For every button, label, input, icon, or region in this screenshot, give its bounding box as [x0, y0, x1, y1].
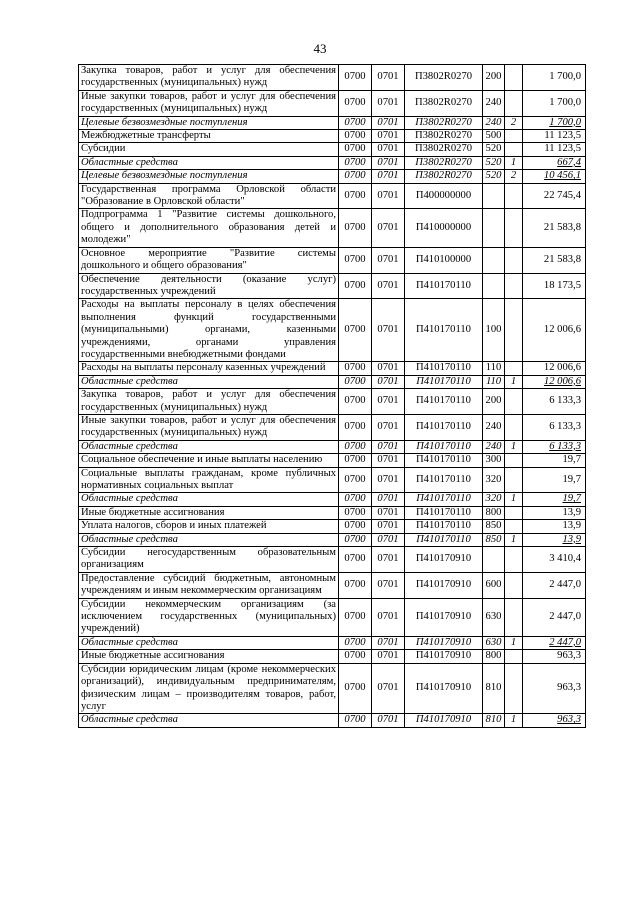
- table-row: [79, 440, 586, 453]
- row-amount: 963,3: [523, 714, 586, 727]
- additional-code: 2: [505, 170, 523, 183]
- section-code: 0700: [339, 547, 372, 573]
- subsection-code: 0701: [372, 493, 405, 506]
- target-article-code: П410170910: [405, 572, 483, 598]
- additional-code: [505, 90, 523, 116]
- section-code: 0700: [339, 130, 372, 143]
- row-amount: 1 700,0: [523, 116, 586, 129]
- subsection-code: 0701: [372, 663, 405, 714]
- table-row: [79, 714, 586, 727]
- section-code: 0700: [339, 247, 372, 273]
- additional-code: [505, 362, 523, 375]
- row-name: Социальное обеспечение и иные выплаты населению: [79, 454, 339, 467]
- page-number: 43: [313, 41, 327, 56]
- budget-table: [78, 64, 586, 728]
- row-name: Государственная программа Орловской области "Образование в Орловской области": [79, 183, 339, 209]
- target-article-code: П410170110: [405, 362, 483, 375]
- row-amount: 21 583,8: [523, 209, 586, 247]
- row-amount: 2 447,0: [523, 572, 586, 598]
- row-name: Иные закупки товаров, работ и услуг для обеспечения государственных (муниципальных) нужд: [79, 414, 339, 440]
- subsection-code: 0701: [372, 572, 405, 598]
- section-code: 0700: [339, 572, 372, 598]
- row-name: Целевые безвозмездные поступления: [79, 170, 339, 183]
- section-code: 0700: [339, 209, 372, 247]
- table-row: [79, 130, 586, 143]
- row-name: Уплата налогов, сборов и иных платежей: [79, 520, 339, 533]
- row-name: Субсидии: [79, 143, 339, 156]
- expense-type-code: 630: [483, 636, 505, 649]
- target-article-code: П410170910: [405, 598, 483, 636]
- additional-code: 1: [505, 156, 523, 169]
- row-name: Закупка товаров, работ и услуг для обеспечения государственных (муниципальных) нужд: [79, 389, 339, 415]
- additional-code: [505, 247, 523, 273]
- row-amount: 12 006,6: [523, 375, 586, 388]
- target-article-code: П410170910: [405, 663, 483, 714]
- row-name: Подпрограмма 1 "Развитие системы дошкольного, общего и дополнительного образования детей и молодежи": [79, 209, 339, 247]
- expense-type-code: 800: [483, 650, 505, 663]
- additional-code: [505, 414, 523, 440]
- additional-code: [505, 663, 523, 714]
- expense-type-code: 320: [483, 493, 505, 506]
- expense-type-code: 810: [483, 714, 505, 727]
- additional-code: [505, 520, 523, 533]
- expense-type-code: 520: [483, 170, 505, 183]
- target-article-code: П410170910: [405, 714, 483, 727]
- row-amount: 6 133,3: [523, 414, 586, 440]
- row-amount: 667,4: [523, 156, 586, 169]
- table-row: [79, 454, 586, 467]
- additional-code: [505, 273, 523, 299]
- target-article-code: П410170110: [405, 467, 483, 493]
- row-name: Предоставление субсидий бюджетным, автономным учреждениям и иным некоммерческим организациям: [79, 572, 339, 598]
- section-code: 0700: [339, 90, 372, 116]
- table-row: [79, 209, 586, 247]
- target-article-code: П410170110: [405, 389, 483, 415]
- expense-type-code: 600: [483, 572, 505, 598]
- row-amount: 19,7: [523, 454, 586, 467]
- subsection-code: 0701: [372, 467, 405, 493]
- row-amount: 3 410,4: [523, 547, 586, 573]
- row-amount: 13,9: [523, 506, 586, 519]
- row-amount: 2 447,0: [523, 636, 586, 649]
- target-article-code: П3802R0270: [405, 130, 483, 143]
- expense-type-code: 100: [483, 299, 505, 362]
- section-code: 0700: [339, 375, 372, 388]
- target-article-code: П3802R0270: [405, 143, 483, 156]
- table-row: [79, 247, 586, 273]
- row-amount: 11 123,5: [523, 130, 586, 143]
- target-article-code: П410000000: [405, 209, 483, 247]
- section-code: 0700: [339, 65, 372, 91]
- expense-type-code: 240: [483, 440, 505, 453]
- section-code: 0700: [339, 714, 372, 727]
- target-article-code: П410170910: [405, 650, 483, 663]
- additional-code: [505, 650, 523, 663]
- section-code: 0700: [339, 493, 372, 506]
- section-code: 0700: [339, 454, 372, 467]
- target-article-code: П410170110: [405, 533, 483, 546]
- target-article-code: П3802R0270: [405, 90, 483, 116]
- row-amount: 10 456,1: [523, 170, 586, 183]
- section-code: 0700: [339, 414, 372, 440]
- target-article-code: П3802R0270: [405, 116, 483, 129]
- table-row: [79, 572, 586, 598]
- section-code: 0700: [339, 143, 372, 156]
- subsection-code: 0701: [372, 506, 405, 519]
- expense-type-code: [483, 183, 505, 209]
- row-amount: 13,9: [523, 520, 586, 533]
- expense-type-code: 300: [483, 454, 505, 467]
- expense-type-code: [483, 273, 505, 299]
- additional-code: 1: [505, 440, 523, 453]
- table-row: [79, 299, 586, 362]
- table-row: [79, 375, 586, 388]
- subsection-code: 0701: [372, 650, 405, 663]
- additional-code: 1: [505, 493, 523, 506]
- row-amount: 6 133,3: [523, 389, 586, 415]
- row-name: Иные закупки товаров, работ и услуг для обеспечения государственных (муниципальных) нужд: [79, 90, 339, 116]
- row-name: Расходы на выплаты персоналу в целях обеспечения выполнения функций государственными (муниципальными) органами, казенными учреждениями, органами управления государственными внебюджетными фондами: [79, 299, 339, 362]
- section-code: 0700: [339, 116, 372, 129]
- additional-code: [505, 547, 523, 573]
- row-name: Областные средства: [79, 714, 339, 727]
- section-code: 0700: [339, 183, 372, 209]
- row-amount: 19,7: [523, 467, 586, 493]
- table-row: [79, 520, 586, 533]
- expense-type-code: 240: [483, 90, 505, 116]
- row-name: Целевые безвозмездные поступления: [79, 116, 339, 129]
- row-name: Обеспечение деятельности (оказание услуг) государственных учреждений: [79, 273, 339, 299]
- target-article-code: П410170110: [405, 375, 483, 388]
- additional-code: 1: [505, 636, 523, 649]
- subsection-code: 0701: [372, 547, 405, 573]
- additional-code: 1: [505, 533, 523, 546]
- target-article-code: П410170110: [405, 414, 483, 440]
- target-article-code: П410170910: [405, 636, 483, 649]
- section-code: 0700: [339, 156, 372, 169]
- expense-type-code: 320: [483, 467, 505, 493]
- target-article-code: П410170910: [405, 547, 483, 573]
- subsection-code: 0701: [372, 440, 405, 453]
- expense-type-code: 110: [483, 375, 505, 388]
- subsection-code: 0701: [372, 90, 405, 116]
- row-name: Субсидии юридическим лицам (кроме некоммерческих организаций), индивидуальным предпринимателям, физическим лицам – производителям товаров, работ, услуг: [79, 663, 339, 714]
- expense-type-code: 200: [483, 65, 505, 91]
- subsection-code: 0701: [372, 170, 405, 183]
- row-name: Расходы на выплаты персоналу казенных учреждений: [79, 362, 339, 375]
- expense-type-code: 800: [483, 506, 505, 519]
- row-amount: 1 700,0: [523, 90, 586, 116]
- additional-code: [505, 389, 523, 415]
- row-amount: 6 133,3: [523, 440, 586, 453]
- row-name: Основное мероприятие "Развитие системы дошкольного и общего образования": [79, 247, 339, 273]
- row-amount: 963,3: [523, 663, 586, 714]
- table-row: [79, 183, 586, 209]
- additional-code: 1: [505, 714, 523, 727]
- expense-type-code: 520: [483, 156, 505, 169]
- section-code: 0700: [339, 636, 372, 649]
- section-code: 0700: [339, 389, 372, 415]
- table-row: [79, 506, 586, 519]
- subsection-code: 0701: [372, 116, 405, 129]
- row-amount: 963,3: [523, 650, 586, 663]
- expense-type-code: 110: [483, 362, 505, 375]
- subsection-code: 0701: [372, 389, 405, 415]
- row-name: Социальные выплаты гражданам, кроме публичных нормативных социальных выплат: [79, 467, 339, 493]
- row-amount: 13,9: [523, 533, 586, 546]
- additional-code: [505, 209, 523, 247]
- table-row: [79, 143, 586, 156]
- expense-type-code: [483, 209, 505, 247]
- table-row: [79, 389, 586, 415]
- expense-type-code: [483, 247, 505, 273]
- additional-code: [505, 299, 523, 362]
- expense-type-code: 810: [483, 663, 505, 714]
- target-article-code: П410170110: [405, 506, 483, 519]
- table-row: [79, 636, 586, 649]
- additional-code: [505, 454, 523, 467]
- row-name: Межбюджетные трансферты: [79, 130, 339, 143]
- additional-code: [505, 183, 523, 209]
- row-name: Областные средства: [79, 533, 339, 546]
- subsection-code: 0701: [372, 273, 405, 299]
- row-name: Областные средства: [79, 636, 339, 649]
- section-code: 0700: [339, 467, 372, 493]
- target-article-code: П410170110: [405, 454, 483, 467]
- section-code: 0700: [339, 598, 372, 636]
- section-code: 0700: [339, 362, 372, 375]
- section-code: 0700: [339, 650, 372, 663]
- section-code: 0700: [339, 170, 372, 183]
- expense-type-code: 240: [483, 116, 505, 129]
- subsection-code: 0701: [372, 520, 405, 533]
- additional-code: [505, 467, 523, 493]
- table-row: [79, 362, 586, 375]
- expense-type-code: 630: [483, 598, 505, 636]
- target-article-code: П410170110: [405, 440, 483, 453]
- target-article-code: П3802R0270: [405, 156, 483, 169]
- subsection-code: 0701: [372, 247, 405, 273]
- row-name: Закупка товаров, работ и услуг для обеспечения государственных (муниципальных) нужд: [79, 65, 339, 91]
- subsection-code: 0701: [372, 209, 405, 247]
- expense-type-code: 520: [483, 143, 505, 156]
- subsection-code: 0701: [372, 375, 405, 388]
- subsection-code: 0701: [372, 183, 405, 209]
- row-name: Субсидии некоммерческим организациям (за исключением государственных (муниципальных) учреждений): [79, 598, 339, 636]
- subsection-code: 0701: [372, 299, 405, 362]
- table-row: [79, 116, 586, 129]
- row-name: Областные средства: [79, 493, 339, 506]
- row-amount: 1 700,0: [523, 65, 586, 91]
- additional-code: 1: [505, 375, 523, 388]
- subsection-code: 0701: [372, 362, 405, 375]
- section-code: 0700: [339, 440, 372, 453]
- row-name: Субсидии негосударственным образовательным организациям: [79, 547, 339, 573]
- subsection-code: 0701: [372, 636, 405, 649]
- additional-code: 2: [505, 116, 523, 129]
- additional-code: [505, 130, 523, 143]
- target-article-code: П410100000: [405, 247, 483, 273]
- row-amount: 22 745,4: [523, 183, 586, 209]
- expense-type-code: 240: [483, 414, 505, 440]
- target-article-code: П410170110: [405, 493, 483, 506]
- row-name: Иные бюджетные ассигнования: [79, 506, 339, 519]
- row-amount: 18 173,5: [523, 273, 586, 299]
- table-row: [79, 533, 586, 546]
- additional-code: [505, 506, 523, 519]
- section-code: 0700: [339, 533, 372, 546]
- table-row: [79, 156, 586, 169]
- section-code: 0700: [339, 663, 372, 714]
- subsection-code: 0701: [372, 598, 405, 636]
- expense-type-code: 200: [483, 389, 505, 415]
- subsection-code: 0701: [372, 414, 405, 440]
- expense-type-code: 850: [483, 520, 505, 533]
- subsection-code: 0701: [372, 143, 405, 156]
- row-amount: 12 006,6: [523, 299, 586, 362]
- table-row: [79, 467, 586, 493]
- table-row: [79, 547, 586, 573]
- table-row: [79, 414, 586, 440]
- row-amount: 21 583,8: [523, 247, 586, 273]
- additional-code: [505, 572, 523, 598]
- subsection-code: 0701: [372, 454, 405, 467]
- row-name: Областные средства: [79, 375, 339, 388]
- target-article-code: П3802R0270: [405, 170, 483, 183]
- target-article-code: П410170110: [405, 273, 483, 299]
- row-amount: 2 447,0: [523, 598, 586, 636]
- table-row: [79, 65, 586, 91]
- row-amount: 19,7: [523, 493, 586, 506]
- expense-type-code: 500: [483, 130, 505, 143]
- section-code: 0700: [339, 273, 372, 299]
- subsection-code: 0701: [372, 156, 405, 169]
- section-code: 0700: [339, 299, 372, 362]
- row-name: Областные средства: [79, 440, 339, 453]
- subsection-code: 0701: [372, 533, 405, 546]
- additional-code: [505, 143, 523, 156]
- table-row: [79, 598, 586, 636]
- subsection-code: 0701: [372, 65, 405, 91]
- expense-type-code: 850: [483, 533, 505, 546]
- table-row: [79, 273, 586, 299]
- row-amount: 11 123,5: [523, 143, 586, 156]
- table-row: [79, 493, 586, 506]
- table-row: [79, 663, 586, 714]
- table-row: [79, 90, 586, 116]
- section-code: 0700: [339, 520, 372, 533]
- table-row: [79, 170, 586, 183]
- row-amount: 12 006,6: [523, 362, 586, 375]
- table-row: [79, 650, 586, 663]
- subsection-code: 0701: [372, 714, 405, 727]
- expense-type-code: [483, 547, 505, 573]
- target-article-code: П410170110: [405, 520, 483, 533]
- row-name: Иные бюджетные ассигнования: [79, 650, 339, 663]
- target-article-code: П3802R0270: [405, 65, 483, 91]
- row-name: Областные средства: [79, 156, 339, 169]
- section-code: 0700: [339, 506, 372, 519]
- subsection-code: 0701: [372, 130, 405, 143]
- additional-code: [505, 65, 523, 91]
- additional-code: [505, 598, 523, 636]
- target-article-code: П400000000: [405, 183, 483, 209]
- target-article-code: П410170110: [405, 299, 483, 362]
